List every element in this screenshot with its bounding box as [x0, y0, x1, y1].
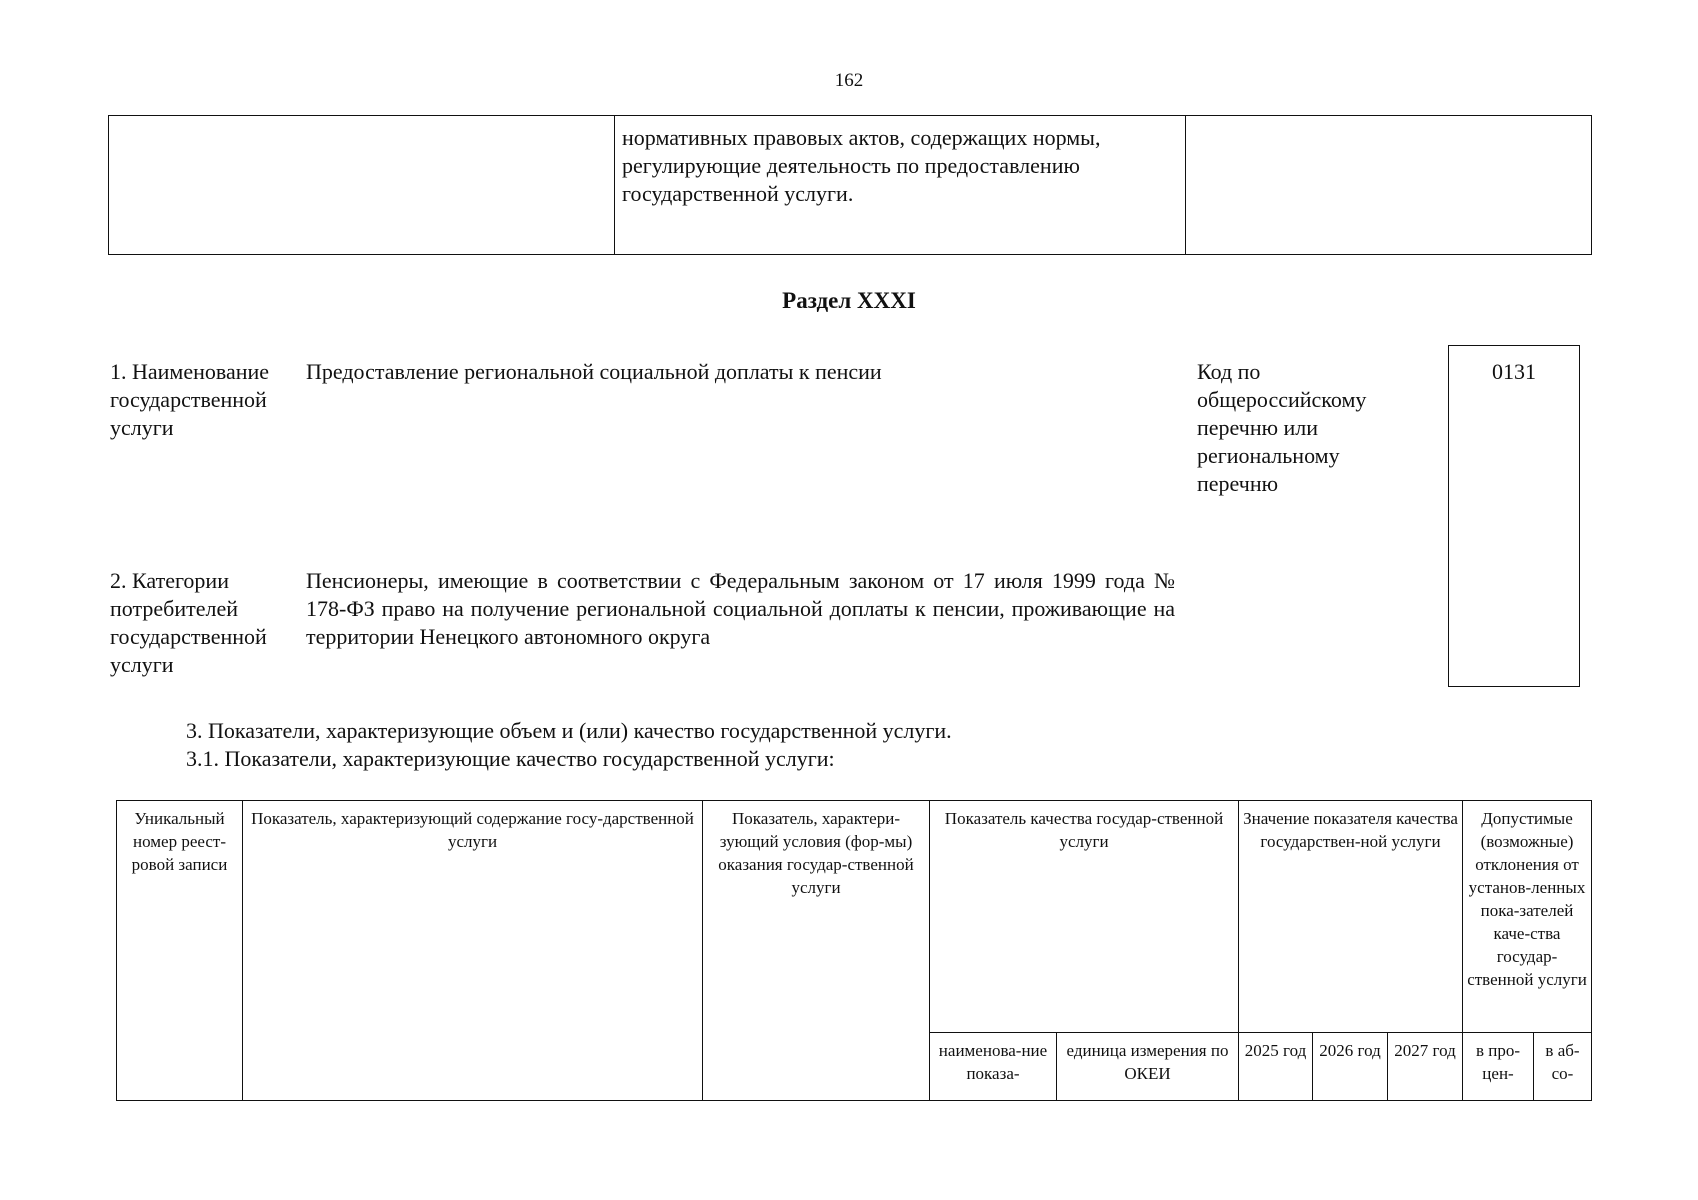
paragraph-3: 3. Показатели, характеризующие объем и (или) качество государственной услуги.	[186, 718, 952, 743]
header-quality-indicator: Показатель качества государ-ственной услуги	[930, 801, 1239, 1033]
quality-indicators-table	[116, 800, 1592, 1101]
header-service-conditions: Показатель, характери-зующий условия (фор-мы) оказания государ-ственной услуги	[703, 801, 930, 1101]
paragraph-3-1: 3.1. Показатели, характеризующие качество государственной услуги:	[186, 746, 835, 771]
empty-cell	[1186, 116, 1592, 255]
header-indicator-value: Значение показателя качества государствен-ной услуги	[1239, 801, 1463, 1033]
consumer-category-label: 2. Категории потребителей государственной услуги	[110, 568, 267, 677]
section-title: Раздел XXXI	[782, 288, 916, 313]
consumer-category-value: Пенсионеры, имеющие в соответствии с Федеральным законом от 17 июля 1999 года № 178-ФЗ право на получение региональной социальной доплаты к пенсии, проживающие на территории Ненецкого автономного округа	[306, 568, 1175, 649]
subheader-indicator-name: наименова-ние показа-	[930, 1033, 1057, 1101]
subheader-year-2026: 2026 год	[1313, 1033, 1388, 1101]
subheader-year-2025: 2025 год	[1239, 1033, 1313, 1101]
page-number: 162	[834, 70, 864, 91]
header-service-content: Показатель, характеризующий содержание госу-дарственной услуги	[243, 801, 703, 1101]
subheader-percent: в про-цен-	[1463, 1033, 1534, 1101]
code-value: 0131	[1448, 345, 1580, 687]
service-name-label: 1. Наименование государственной услуги	[110, 359, 270, 440]
header-allowed-deviation: Допустимые (возможные) отклонения от установ-ленных пока-зателей каче-ства государ-ственной услуги	[1463, 801, 1592, 1033]
header-unique-number: Уникальный номер реест-ровой записи	[117, 801, 243, 1101]
service-name-value: Предоставление региональной социальной доплаты к пенсии	[306, 359, 882, 384]
subheader-year-2027: 2027 год	[1388, 1033, 1463, 1101]
empty-cell	[109, 116, 615, 255]
subheader-absolute: в аб-со-	[1534, 1033, 1592, 1101]
legal-acts-cell: нормативных правовых актов, содержащих нормы, регулирующие деятельность по предоставлению государственной услуги.	[615, 116, 1186, 255]
subheader-unit-okei: единица измерения по ОКЕИ	[1057, 1033, 1239, 1101]
code-label: Код по общероссийскому перечню или региональному перечню	[1197, 359, 1367, 496]
continuation-table	[108, 115, 1592, 255]
